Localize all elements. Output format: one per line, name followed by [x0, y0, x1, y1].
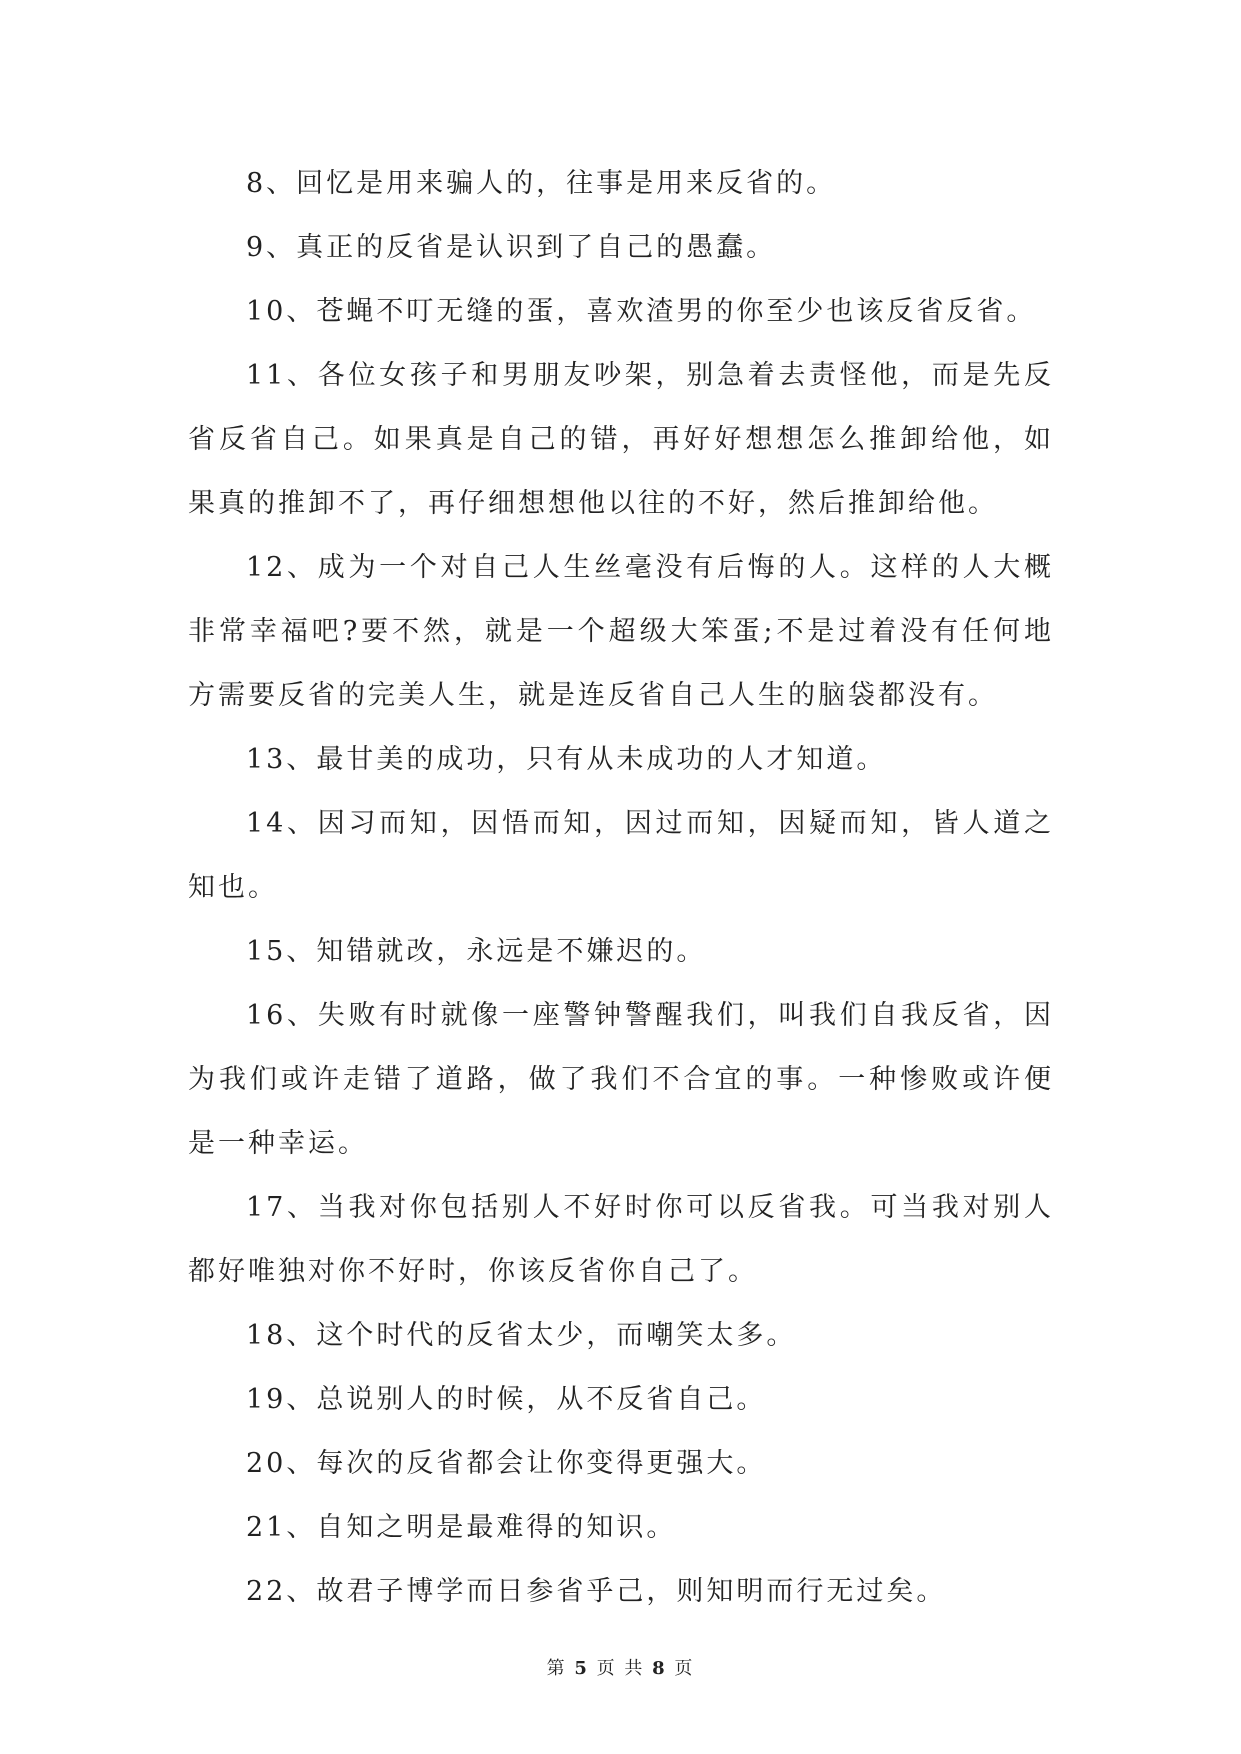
- paragraph-11: 11、各位女孩子和男朋友吵架，别急着去责怪他，而是先反省反省自己。如果真是自己的错，再好好想想怎么推卸给他，如果真的推卸不了，再仔细想想他以往的不好，然后推卸给他。: [188, 360, 1054, 519]
- paragraph-13: 13、最甘美的成功，只有从未成功的人才知道。: [246, 744, 887, 775]
- paragraph-16: 16、失败有时就像一座警钟警醒我们，叫我们自我反省，因为我们或许走错了道路，做了我们不合宜的事。一种惨败或许便是一种幸运。: [188, 1000, 1054, 1159]
- page-footer: [0, 1654, 1241, 1680]
- paragraph-20: 20、每次的反省都会让你变得更强大。: [246, 1448, 767, 1479]
- paragraph-18: 18、这个时代的反省太少，而嘲笑太多。: [246, 1320, 797, 1351]
- footer-suffix: 页: [674, 1658, 695, 1679]
- footer-page-number: 5: [574, 1658, 589, 1679]
- paragraph-22: 22、故君子博学而日参省乎己，则知明而行无过矣。: [246, 1576, 947, 1607]
- footer-prefix: 第: [546, 1658, 567, 1679]
- paragraph-12: 12、成为一个对自己人生丝毫没有后悔的人。这样的人大概非常幸福吧?要不然，就是一个超级大笨蛋;不是过着没有任何地方需要反省的完美人生，就是连反省自己人生的脑袋都没有。: [188, 552, 1054, 711]
- footer-middle: 页 共: [596, 1658, 645, 1679]
- paragraph-8: 8、回忆是用来骗人的，往事是用来反省的。: [246, 168, 837, 199]
- paragraph-17: 17、当我对你包括别人不好时你可以反省我。可当我对别人都好唯独对你不好时，你该反省你自己了。: [188, 1192, 1054, 1287]
- footer-total-pages: 8: [652, 1658, 667, 1679]
- paragraph-15: 15、知错就改，永远是不嫌迟的。: [246, 936, 707, 967]
- document-body: [188, 152, 1054, 1624]
- paragraph-14: 14、因习而知，因悟而知，因过而知，因疑而知，皆人道之知也。: [188, 808, 1054, 903]
- paragraph-21: 21、自知之明是最难得的知识。: [246, 1512, 677, 1543]
- paragraph-10: 10、苍蝇不叮无缝的蛋，喜欢渣男的你至少也该反省反省。: [246, 296, 1037, 327]
- paragraph-19: 19、总说别人的时候，从不反省自己。: [246, 1384, 767, 1415]
- paragraph-9: 9、真正的反省是认识到了自己的愚蠢。: [246, 232, 777, 263]
